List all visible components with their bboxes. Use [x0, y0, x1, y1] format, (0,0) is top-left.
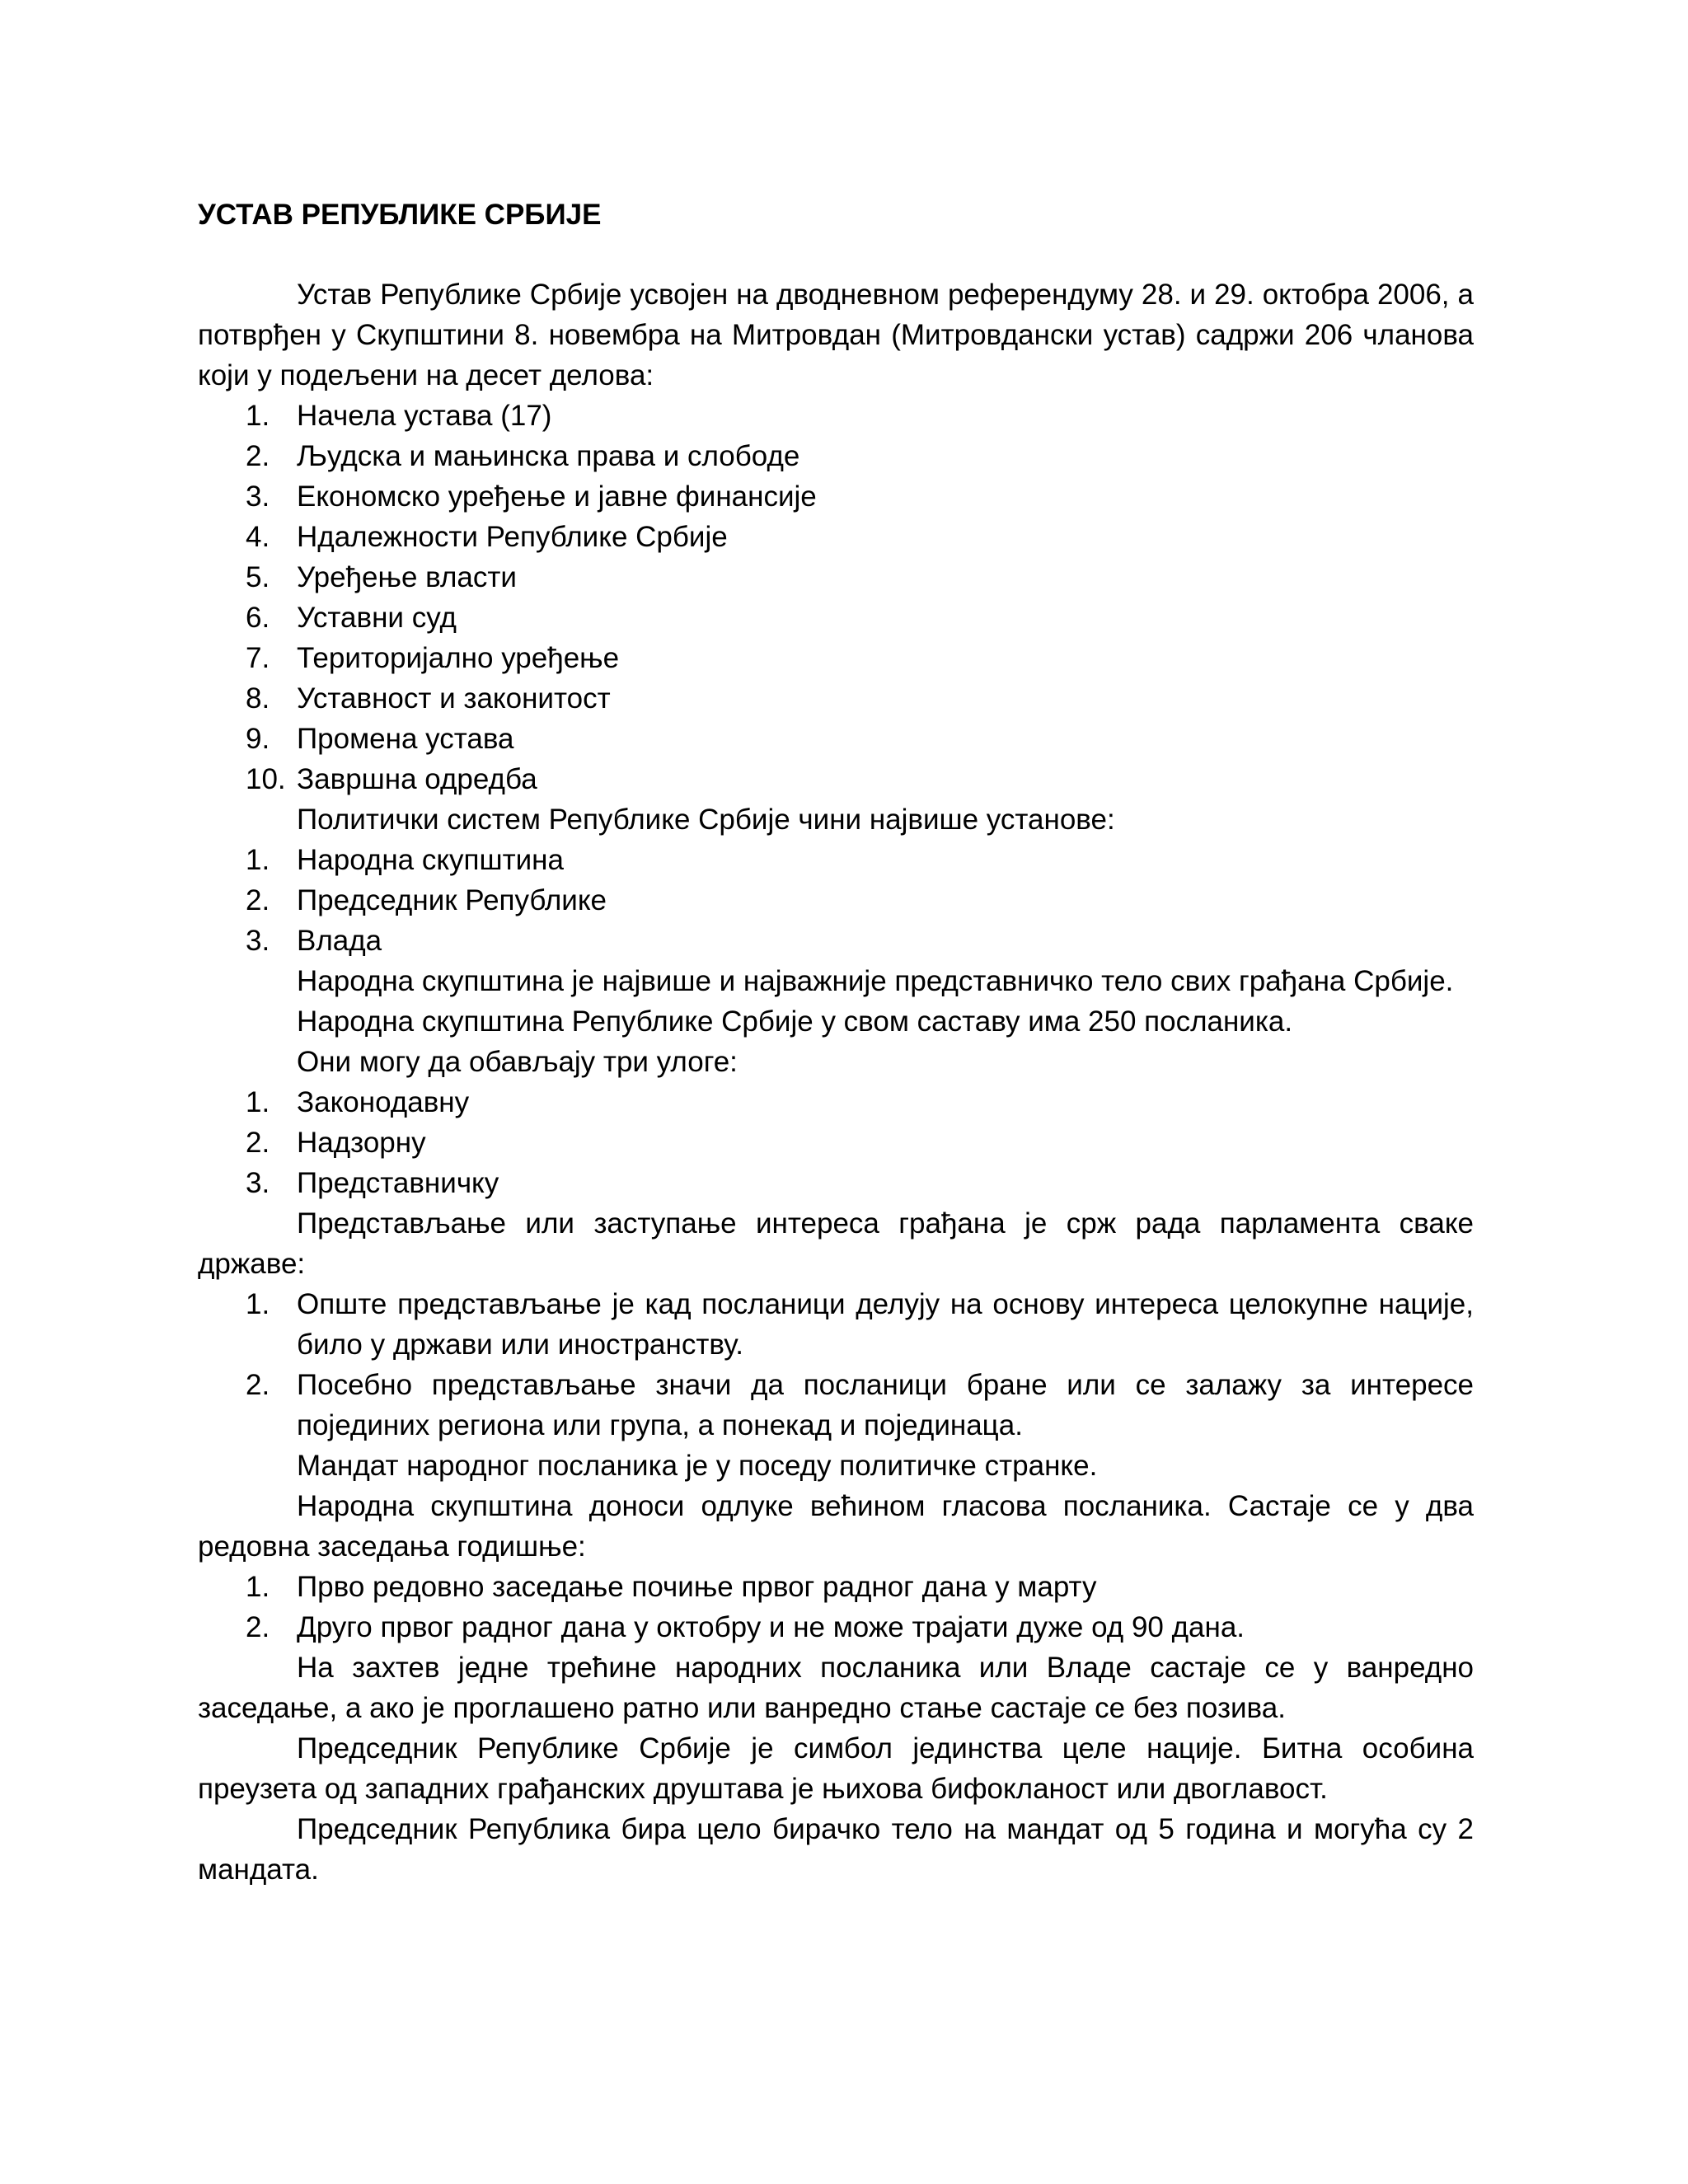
list-item: [198, 719, 1474, 759]
roles-intro-paragraph: Они могу да обављају три улоге:: [297, 1046, 738, 1078]
list-item: [198, 638, 1474, 678]
list-number: 4.: [246, 521, 270, 553]
list-text: Људска и мањинска права и слободе: [297, 440, 800, 472]
list-text: Друго првог радног дана у октобру и не може трајати дуже од 90 дана.: [297, 1611, 1245, 1643]
list-number: 7.: [246, 642, 270, 674]
list-number: 1.: [246, 1288, 270, 1320]
list-number: 10.: [246, 763, 286, 795]
list-text: Опште представљање је кад посланици делују на основу интереса целокупне нације, било у држави или иностранству.: [297, 1288, 1474, 1361]
list-item: [198, 1567, 1474, 1607]
list-text: Председник Републике: [297, 884, 607, 916]
list-text: Влада: [297, 925, 382, 957]
election-paragraph: Председник Република бира цело бирачко тело на мандат од 5 година и могућа су 2 мандата.: [198, 1813, 1474, 1886]
political-system-paragraph: Политички систем Републике Србије чини највише установе:: [297, 804, 1115, 836]
list-item: [198, 678, 1474, 719]
list-text: Територијално уређење: [297, 642, 620, 674]
list-number: 2.: [246, 1611, 270, 1643]
list-item: [198, 921, 1474, 961]
list-item: [198, 1607, 1474, 1647]
list-item: [198, 1122, 1474, 1163]
list-number: 2.: [246, 884, 270, 916]
decisions-paragraph: Народна скупштина доноси одлуке већином гласова посланика. Састаје се у два редовна заседања годишње:: [198, 1490, 1474, 1563]
list-text: Надзорну: [297, 1127, 426, 1159]
list-item: [198, 476, 1474, 517]
list-text: Законодавну: [297, 1086, 470, 1118]
list-text: Ндалежности Републике Србије: [297, 521, 728, 553]
representation-paragraph: Представљање или заступање интереса грађана је срж рада парламента сваке државе:: [198, 1207, 1474, 1280]
list-item: [198, 759, 1474, 799]
mandate-paragraph: Мандат народног посланика је у поседу политичке странке.: [297, 1450, 1098, 1482]
list-text: Уставност и законитост: [297, 682, 611, 715]
list-number: 9.: [246, 723, 270, 755]
list-text: Посебно представљање значи да посланици бране или се залажу за интересе појединих региона или група, а понекад и појединаца.: [297, 1369, 1474, 1441]
list-number: 8.: [246, 682, 270, 715]
representation-list: [198, 1284, 1474, 1446]
constitution-parts-list: [198, 396, 1474, 799]
president-paragraph: Председник Републике Србије је симбол јединства целе нације. Битна особина преузета од западних грађанских друштава је њихова бифокланост или двоглавост.: [198, 1732, 1474, 1805]
list-number: 2.: [246, 1127, 270, 1159]
list-text: Народна скупштина: [297, 844, 564, 876]
list-number: 2.: [246, 1369, 270, 1401]
list-number: 1.: [246, 400, 270, 432]
list-number: 2.: [246, 440, 270, 472]
list-item: [198, 1365, 1474, 1446]
list-text: Завршна одредба: [297, 763, 537, 795]
list-item: [198, 396, 1474, 436]
list-text: Уставни суд: [297, 602, 457, 634]
list-number: 3.: [246, 925, 270, 957]
list-number: 1.: [246, 1086, 270, 1118]
list-number: 5.: [246, 561, 270, 593]
document-page: [198, 194, 1474, 1890]
sessions-list: [198, 1567, 1474, 1647]
list-text: Начела устава (17): [297, 400, 552, 432]
intro-paragraph: Устав Републике Србије усвојен на дводневном референдуму 28. и 29. октобра 2006, а потврђен у Скупштини 8. новембра на Митровдан (Митровдански устав) садржи 206 чланова који у подељени на десет делова:: [198, 279, 1474, 391]
list-item: [198, 880, 1474, 921]
list-item: [198, 517, 1474, 557]
list-text: Промена устава: [297, 723, 514, 755]
list-number: 1.: [246, 844, 270, 876]
document-title: УСТАВ РЕПУБЛИКЕ СРБИЈЕ: [198, 199, 602, 231]
list-number: 6.: [246, 602, 270, 634]
list-item: [198, 436, 1474, 476]
list-item: [198, 598, 1474, 638]
list-text: Прво редовно заседање почиње првог радног дана у марту: [297, 1571, 1097, 1603]
list-number: 3.: [246, 480, 270, 513]
list-number: 1.: [246, 1571, 270, 1603]
roles-list: [198, 1082, 1474, 1203]
list-item: [198, 1163, 1474, 1203]
assembly-members-paragraph: Народна скупштина Републике Србије у свом саставу има 250 посланика.: [297, 1005, 1293, 1038]
list-text: Уређење власти: [297, 561, 517, 593]
list-number: 3.: [246, 1167, 270, 1199]
assembly-paragraph: Народна скупштина је највише и најважније представничко тело свих грађана Србије.: [297, 965, 1454, 997]
list-item: [198, 1284, 1474, 1365]
list-text: Економско уређење и јавне финансије: [297, 480, 817, 513]
list-item: [198, 557, 1474, 598]
list-item: [198, 1082, 1474, 1122]
list-text: Представничку: [297, 1167, 499, 1199]
institutions-list: [198, 840, 1474, 961]
extraordinary-session-paragraph: На захтев једне трећине народних посланика или Владе састаје се у ванредно заседање, а ако је проглашено ратно или ванредно стање састаје се без позива.: [198, 1652, 1474, 1724]
list-item: [198, 840, 1474, 880]
